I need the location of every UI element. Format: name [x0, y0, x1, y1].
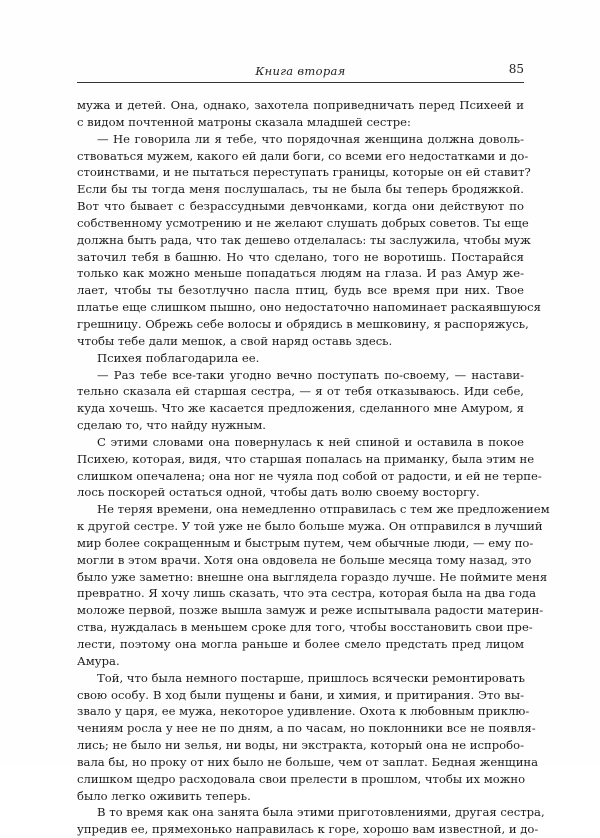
text-line: ствоваться мужем, какого ей дали боги, со всеми его недостатками и до- [77, 148, 529, 163]
text-line: вала бы, но проку от них было не больше, чем от заплат. Бедная женщина [77, 754, 539, 769]
text-line: платье еще слишком пышно, оно недостаточно напоминает раскаявшуюся [77, 300, 541, 315]
text-line: звало у царя, ее мужа, некоторое удивление. Охота к любовным приклю- [77, 704, 530, 719]
text-line: к другой сестре. У той уже не было больше мужа. Он отправился в лучший [77, 519, 543, 534]
text-line: чтобы тебе дали мешок, а свой наряд оставь здесь. [77, 333, 393, 348]
page-number: 85 [508, 62, 524, 76]
text-line: Вот что бывает с безрассудными девчонками, когда они действуют по [77, 199, 524, 214]
text-line: Той, что была немного постарше, пришлось всячески ремонтировать [97, 670, 525, 685]
text-line: тельно сказала ей старшая сестра, — я от тебя отказываюсь. Иди себе, [77, 384, 524, 399]
text-line: Амура. [77, 653, 120, 668]
text-line: мужа и детей. Она, однако, захотела поприведничать перед Психеей и [77, 98, 524, 112]
text-line: слишком щедро расходовала свои прелести в прошлом, чтобы их можно [77, 771, 526, 786]
text-line: сделаю то, что найду нужным. [77, 418, 266, 433]
text-line: лось поскорей остаться одной, чтобы дать волю своему восторгу. [77, 485, 480, 500]
text-line: грешницу. Обрежь себе волосы и обрядись в мешковину, я распоряжусь, [77, 316, 529, 331]
text-line: только как можно меньше попадаться людям на глаза. И раз Амур же- [77, 266, 524, 281]
text-line: куда хочешь. Что же касается предложения, сделанного мне Амуром, я [77, 401, 524, 416]
text-line: Не теряя времени, она немедленно отправилась с тем же предложением [97, 502, 550, 517]
text-line: — Раз тебе все-таки угодно вечно поступать по-своему, — настави- [97, 367, 524, 382]
body-text [77, 97, 550, 838]
text-line: ства, нуждалась в меньшем сроке для того, чтобы восстановить свои пре- [77, 620, 533, 635]
running-title: Книга вторая [255, 64, 346, 78]
text-line: С этими словами она повернулась к ней спиной и оставила в покое [97, 434, 524, 449]
text-line: заточил тебя в башню. Но что сделано, того не воротишь. Постарайся [77, 249, 524, 264]
text-line: Психея поблагодарила ее. [97, 350, 260, 365]
text-line: — Не говорила ли я тебе, что порядочная женщина должна доволь- [97, 131, 524, 146]
text-line: лает, чтобы ты безотлучно пасла птиц, будь все время при них. Твое [77, 283, 524, 298]
text-line: с видом почтенной матроны сказала младшей сестре: [77, 114, 411, 129]
header-rule [77, 82, 524, 83]
text-line: Психею, которая, видя, что старшая попалась на приманку, была этим не [77, 451, 535, 466]
text-line: В то время как она занята была этими приготовлениями, другая сестра, [97, 805, 545, 820]
text-line: упредив ее, прямехонько направилась к горе, хорошо вам известной, и до- [77, 822, 539, 837]
text-line: Если бы ты тогда меня послушалась, ты не была бы теперь бродяжкой. [77, 182, 524, 197]
text-line: могли в этом врачи. Хотя она овдовела не больше месяца тому назад, это [77, 552, 532, 567]
text-line: собственному усмотрению и не желают слушать добрых советов. Ты еще [77, 215, 529, 230]
text-line: было уже заметно: внешне она выглядела гораздо лучше. Не поймите меня [77, 569, 548, 584]
text-line: должна быть рада, что так дешево отделалась: ты заслужила, чтобы муж [77, 232, 531, 247]
text-line: чениям росла у нее не по дням, а по часам, но поклонники все не появля- [77, 721, 536, 736]
text-line: моложе первой, позже вышла замуж и реже испытывала радости материн- [77, 603, 544, 618]
text-line: свою особу. В ход были пущены и бани, и химия, и притирания. Это вы- [77, 687, 524, 702]
page-header [77, 62, 524, 80]
text-line: слишком опечалена; она ног не чуяла под собой от радости, и ей не терпе- [77, 468, 542, 483]
text-line: было легко оживить теперь. [77, 788, 251, 803]
text-line: мир более сокращенным и быстрым путем, чем обычные люди, — ему по- [77, 535, 534, 550]
text-line: лести, поэтому она могла раньше и более смело предстать пред лицом [77, 637, 524, 651]
text-line: стоинствами, и не пытаться переступать границы, которые он ей ставит? [77, 165, 531, 180]
text-line: лись; не было ни зелья, ни воды, ни экстракта, который она не испробо- [77, 738, 524, 753]
text-line: превратно. Я хочу лишь сказать, что эта сестра, которая была на два года [77, 586, 536, 601]
